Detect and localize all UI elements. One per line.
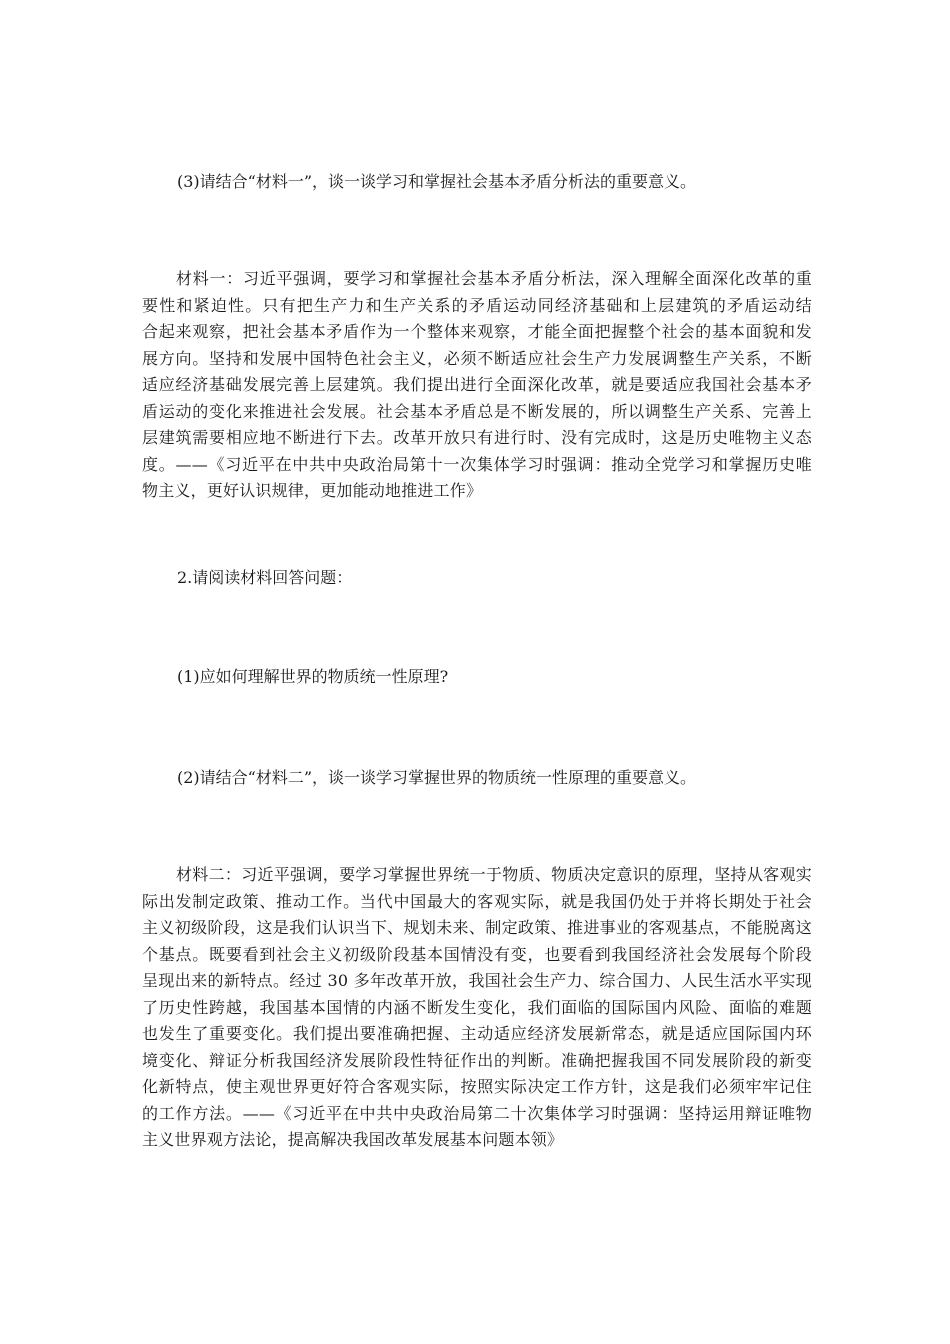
material-1-line: 层建筑需要相应地不断进行下去。改革开放只有进行时、没有完成时，这是历史唯物主义态 — [142, 428, 812, 447]
material-2-line: 际出发制定政策、推动工作。当代中国最大的客观实际，就是我国仍处于并将长期处于社会 — [142, 891, 812, 911]
material-1-line: 度。——《习近平在中共中央政治局第十一次集体学习时强调：推动全党学习和掌握历史唯 — [142, 454, 812, 474]
material-2-line: 个基点。既要看到社会主义初级阶段基本国情没有变，也要看到我国经济社会发展每个阶段 — [142, 944, 812, 964]
question-3: (3)请结合“材料一”，谈一谈学习和掌握社会基本矛盾分析法的重要意义。 — [177, 172, 697, 191]
material-2-line: 境变化、辩证分析我国经济发展阶段性特征作出的判断。准确把握我国不同发展阶段的新变 — [142, 1050, 812, 1070]
material-2-paragraph — [142, 862, 812, 1154]
material-2-line: 了历史性跨越，我国基本国情的内涵不断发生变化，我们面临的国际国内风险、面临的难题 — [142, 997, 812, 1017]
material-1-line: 要性和紧迫性。只有把生产力和生产关系的矛盾运动同经济基础和上层建筑的矛盾运动结 — [142, 295, 812, 315]
material-1-line: 盾运动的变化来推进社会发展。社会基本矛盾总是不断发展的，所以调整生产关系、完善上 — [142, 401, 812, 421]
material-2-line: 化新特点，使主观世界更好符合客观实际，按照实际决定工作方针，这是我们必须牢牢记住 — [142, 1077, 812, 1096]
material-2-line: 主义初级阶段，这是我们认识当下、规划未来、制定政策、推进事业的客观基点，不能脱离这 — [142, 918, 812, 937]
material-1-paragraph — [142, 266, 812, 505]
material-1-line: 适应经济基础发展完善上层建筑。我们提出进行全面深化改革，就是要适应我国社会基本矛 — [142, 375, 812, 394]
material-2-line: 呈现出来的新特点。经过 30 多年改革开放，我国社会生产力、综合国力、人民生活水平实现 — [142, 971, 812, 990]
material-1-line: 合起来观察，把社会基本矛盾作为一个整体来观察，才能全面把握整个社会的基本面貌和发 — [142, 322, 812, 341]
material-1-line: 物主义，更好认识规律，更加能动地推进工作》 — [142, 481, 483, 500]
question-2-1: (1)应如何理解世界的物质统一性原理? — [177, 667, 449, 686]
material-1-line: 展方向。坚持和发展中国特色社会主义，必须不断适应社会生产力发展调整生产关系，不断 — [142, 348, 812, 368]
material-2-line: 也发生了重要变化。我们提出要准确把握、主动适应经济发展新常态，就是适应国际国内环 — [142, 1024, 812, 1043]
material-2-line: 材料二：习近平强调，要学习掌握世界统一于物质、物质决定意识的原理，坚持从客观实 — [176, 865, 812, 884]
material-2-line: 的工作方法。——《习近平在中共中央政治局第二十次集体学习时强调：坚持运用辩证唯物 — [142, 1103, 812, 1123]
question-2-intro: 2.请阅读材料回答问题： — [177, 568, 353, 587]
material-1-line: 材料一：习近平强调，要学习和掌握社会基本矛盾分析法，深入理解全面深化改革的重 — [176, 269, 812, 288]
material-2-line: 主义世界观方法论，提高解决我国改革发展基本问题本领》 — [142, 1130, 564, 1149]
question-2-2: (2)请结合“材料二”，谈一谈学习掌握世界的物质统一性原理的重要意义。 — [177, 768, 697, 787]
